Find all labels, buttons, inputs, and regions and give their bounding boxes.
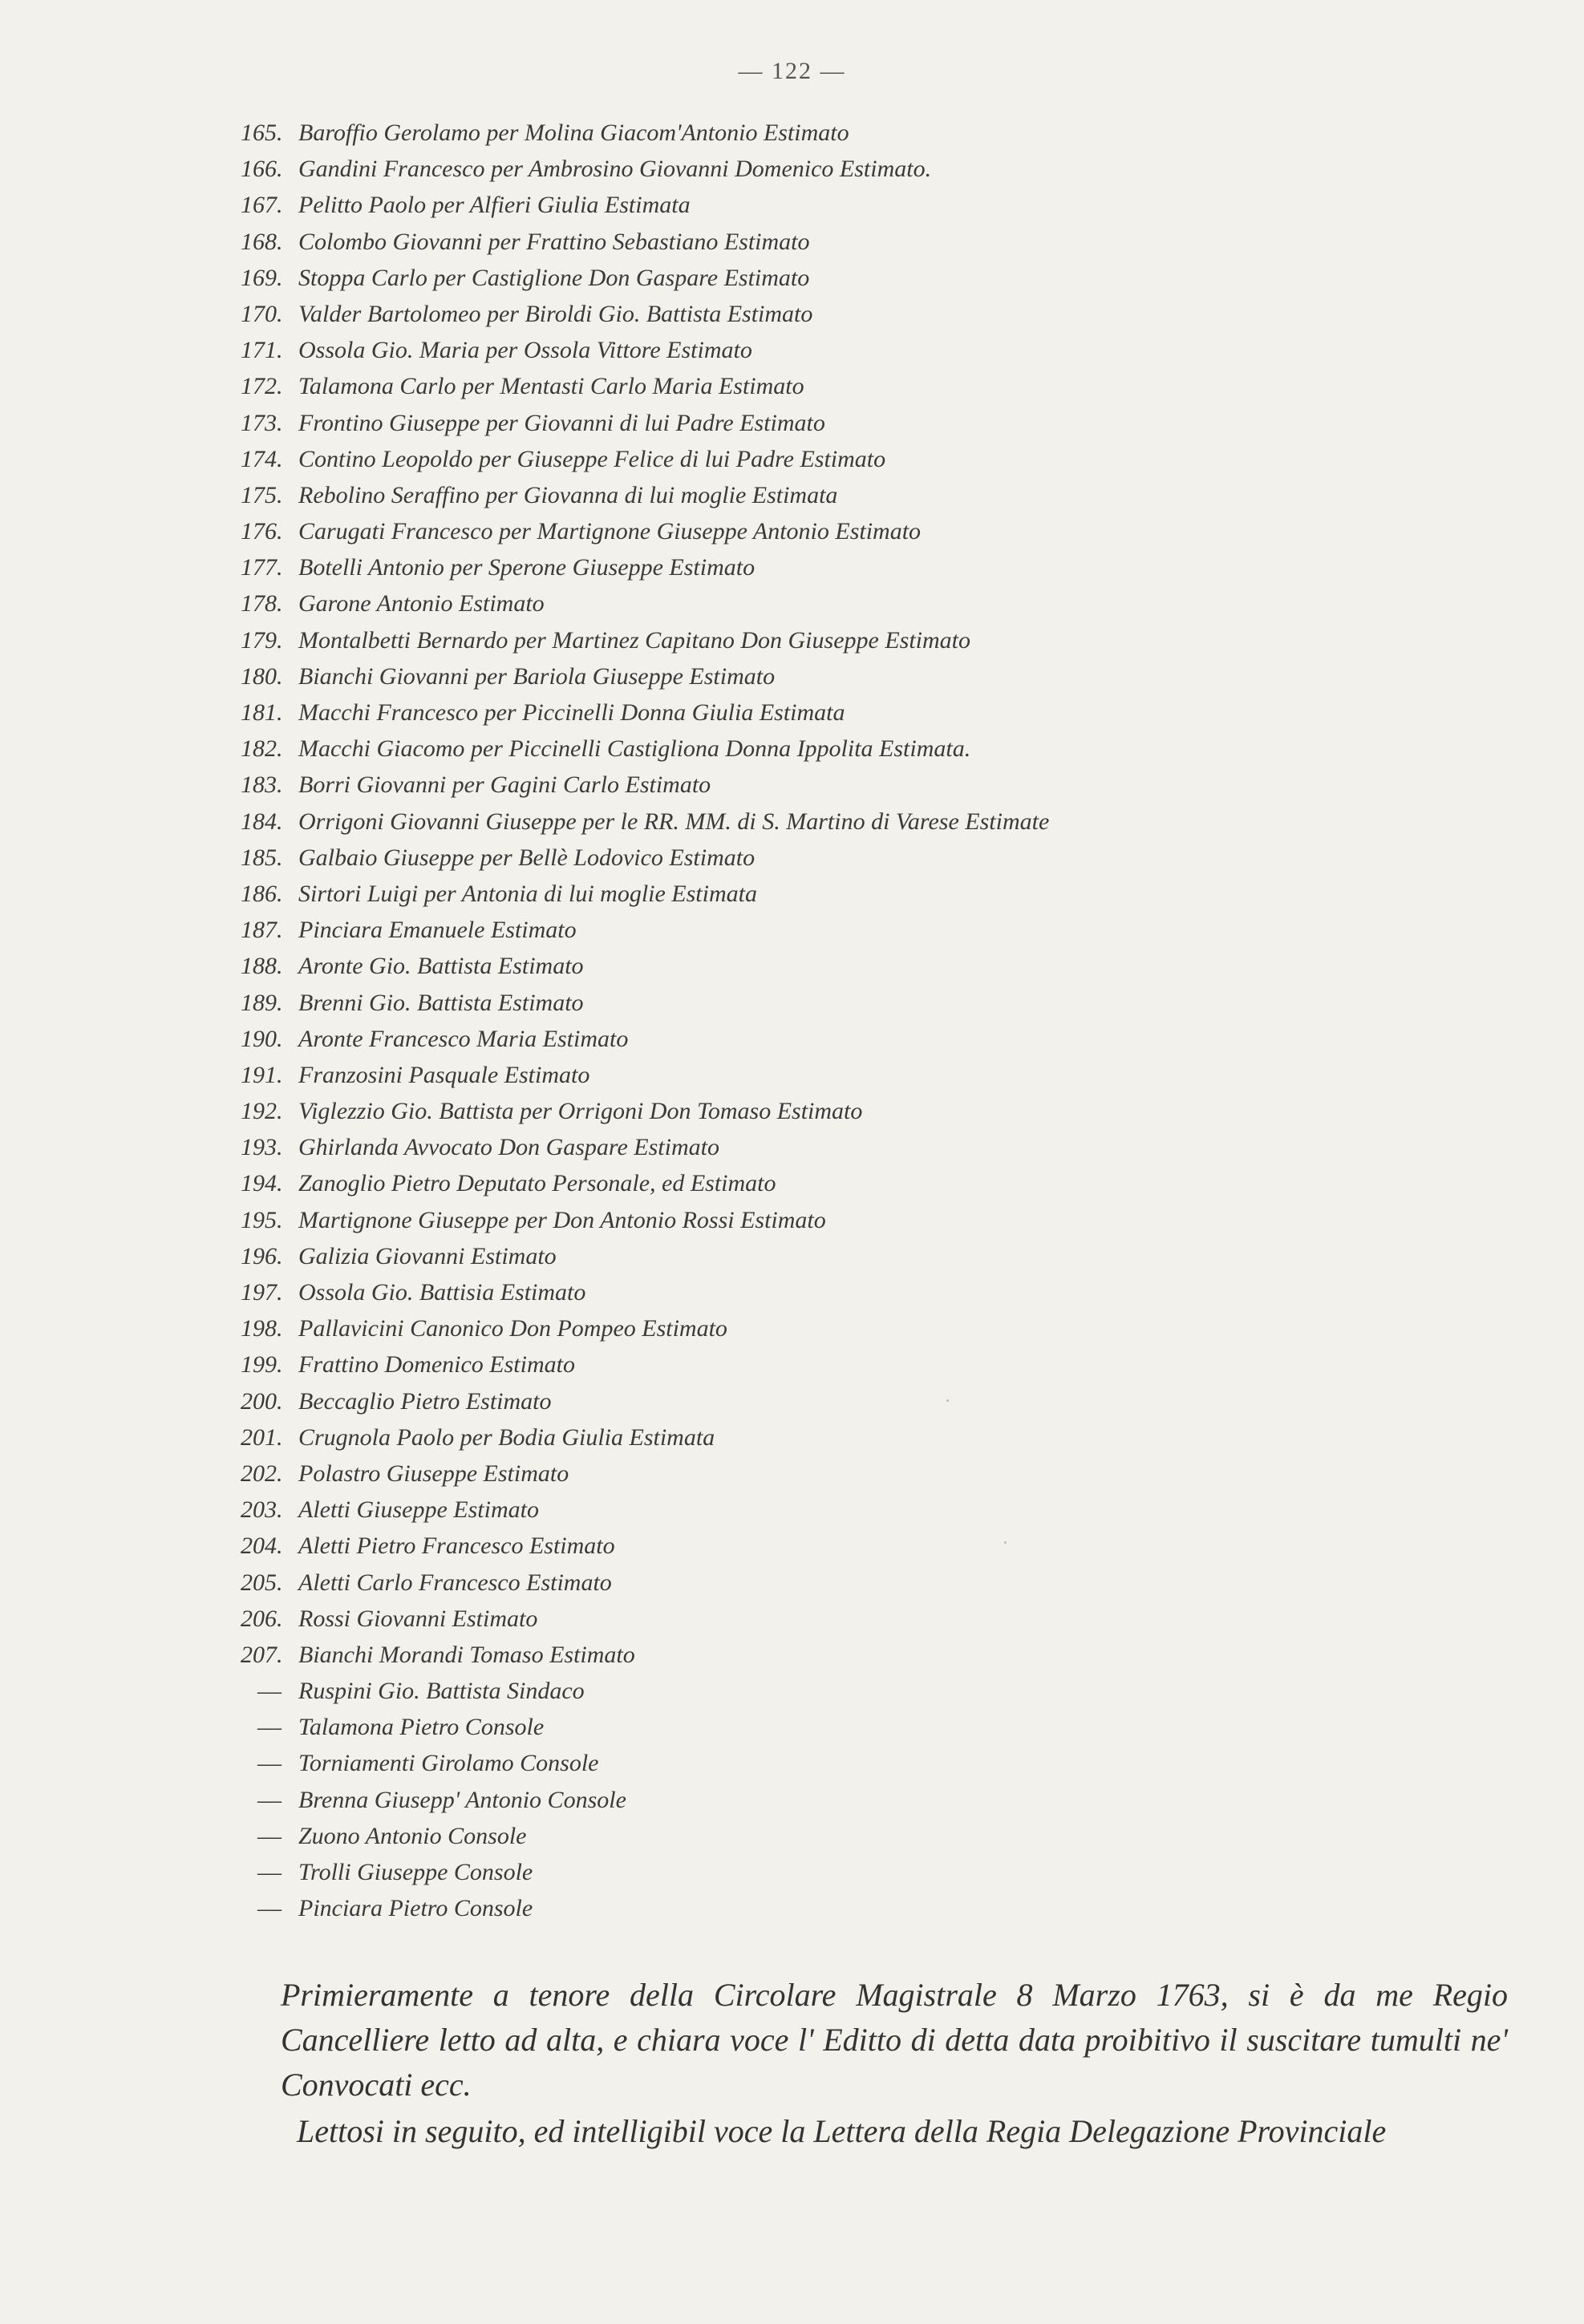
officer-text: Trolli Giuseppe Console [298,1859,533,1885]
entry-text: Brenni Gio. Battista Estimato [298,989,584,1016]
entry-text: Talamona Carlo per Mentasti Carlo Maria Estimato [298,373,804,400]
entry-number: 200. [241,1387,283,1415]
entry-number: 205. [241,1569,283,1596]
entry-number: 191. [241,1061,283,1088]
entry-text: Frontino Giuseppe per Giovanni di lui Padre Estimato [298,409,825,436]
officer-dash: — [257,1895,282,1922]
entry-number: 170. [241,300,283,327]
list-item [241,622,1524,658]
entry-text: Bianchi Giovanni per Bariola Giuseppe Estimato [298,662,776,690]
entry-number: 206. [241,1605,283,1632]
entry-text: Rossi Giovanni Estimato [298,1605,538,1632]
list-item [241,1238,1524,1274]
entry-number: 176. [241,518,283,545]
paper-speck [1004,1541,1007,1544]
entry-number: 174. [241,445,283,472]
entry-text: Beccaglio Pietro Estimato [298,1387,552,1415]
list-item [241,1456,1524,1492]
entry-number: 165. [241,119,283,146]
list-item [241,115,1524,151]
list-item [241,1565,1524,1601]
entry-text: Macchi Francesco per Piccinelli Donna Giulia Estimata [298,699,845,726]
entry-text: Aronte Gio. Battista Estimato [298,953,584,980]
officer-dash: — [257,1786,282,1813]
entry-number: 185. [241,844,283,871]
entry-number: 202. [241,1460,283,1487]
entry-number: 201. [241,1423,283,1451]
entry-number: 187. [241,917,283,944]
list-item [241,1129,1524,1165]
list-item [241,513,1524,549]
entry-number: 172. [241,373,283,400]
list-item [241,1093,1524,1129]
entry-text: Polastro Giuseppe Estimato [298,1460,569,1487]
officer-dash: — [257,1750,282,1777]
officer-text: Brenna Giusepp' Antonio Console [298,1786,626,1813]
list-item [241,1637,1524,1673]
list-item [241,912,1524,948]
list-item [241,1492,1524,1528]
entry-text: Botelli Antonio per Sperone Giuseppe Estimato [298,554,756,581]
list-item [241,1528,1524,1564]
list-item [241,985,1524,1021]
officer-item [241,1745,1524,1781]
list-item [241,1383,1524,1419]
entry-number: 195. [241,1206,283,1233]
entry-text: Aletti Carlo Francesco Estimato [298,1569,612,1596]
entry-text: Baroffio Gerolamo per Molina Giacom'Antonio Estimato [298,119,849,146]
entry-number: 168. [241,228,283,255]
officer-dash: — [257,1859,282,1885]
entry-text: Colombo Giovanni per Frattino Sebastiano Estimato [298,228,810,255]
entry-text: Ossola Gio. Battisia Estimato [298,1279,586,1306]
entry-number: 167. [241,192,283,219]
paper-speck [946,1399,949,1402]
entry-number: 198. [241,1315,283,1342]
list-item [241,1419,1524,1456]
officer-item [241,1709,1524,1745]
officer-text: Talamona Pietro Console [298,1714,545,1741]
entry-number: 186. [241,880,283,907]
entry-number: 197. [241,1279,283,1306]
entry-number: 171. [241,337,283,364]
entry-number: 181. [241,699,283,726]
list-item [241,260,1524,296]
list-item [241,224,1524,260]
list-item [241,585,1524,621]
list-item [241,876,1524,912]
entry-text: Pallavicini Canonico Don Pompeo Estimato [298,1315,727,1342]
entry-text: Orrigoni Giovanni Giuseppe per le RR. MM. di S. Martino di Varese Estimate [298,808,1050,835]
entry-number: 169. [241,264,283,291]
entry-number: 188. [241,953,283,980]
entry-number: 189. [241,989,283,1016]
entry-text: Sirtori Luigi per Antonia di lui moglie Estimata [298,880,757,907]
entry-number: 175. [241,481,283,508]
entry-number: 203. [241,1496,283,1524]
entry-text: Rebolino Seraffino per Giovanna di lui moglie Estimata [298,481,838,508]
officer-dash: — [257,1714,282,1741]
entry-text: Franzosini Pasquale Estimato [298,1061,590,1088]
entry-number: 194. [241,1170,283,1197]
officer-item [241,1782,1524,1818]
list-item [241,332,1524,368]
entry-text: Aletti Pietro Francesco Estimato [298,1532,615,1560]
list-item [241,1057,1524,1093]
entry-text: Pelitto Paolo per Alfieri Giulia Estimata [298,192,691,219]
entry-text: Contino Leopoldo per Giuseppe Felice di lui Padre Estimato [298,445,886,472]
entry-text: Borri Giovanni per Gagini Carlo Estimato [298,771,711,799]
entry-text: Crugnola Paolo per Bodia Giulia Estimata [298,1423,715,1451]
officer-text: Ruspini Gio. Battista Sindaco [298,1678,585,1705]
entry-text: Macchi Giacomo per Piccinelli Castigliona Donna Ippolita Estimata. [298,735,971,763]
entry-text: Valder Bartolomeo per Biroldi Gio. Battista Estimato [298,300,813,327]
entry-number: 178. [241,590,283,617]
entry-number: 177. [241,554,283,581]
entry-text: Gandini Francesco per Ambrosino Giovanni Domenico Estimato. [298,156,932,183]
list-item [241,151,1524,187]
entry-text: Pinciara Emanuele Estimato [298,917,577,944]
entry-text: Galbaio Giuseppe per Bellè Lodovico Estimato [298,844,756,871]
list-item [241,1346,1524,1383]
attendance-list [241,115,1524,1926]
list-item [241,368,1524,404]
entry-number: 196. [241,1242,283,1269]
entry-text: Zanoglio Pietro Deputato Personale, ed Estimato [298,1170,776,1197]
list-item [241,1601,1524,1637]
list-item [241,658,1524,694]
entry-text: Martignone Giuseppe per Don Antonio Rossi Estimato [298,1206,826,1233]
entry-text: Stoppa Carlo per Castiglione Don Gaspare Estimato [298,264,810,291]
entry-number: 199. [241,1351,283,1379]
entry-number: 192. [241,1098,283,1125]
officer-text: Zuono Antonio Console [298,1822,527,1849]
list-item [241,694,1524,731]
list-item [241,767,1524,803]
officer-text: Torniamenti Girolamo Console [298,1750,599,1777]
entry-text: Aletti Giuseppe Estimato [298,1496,539,1524]
entry-text: Aronte Francesco Maria Estimato [298,1025,629,1052]
entry-text: Montalbetti Bernardo per Martinez Capitano Don Giuseppe Estimato [298,626,970,654]
paragraph: Lettosi in seguito, ed intelligibil voce la Lettera della Regia Delegazione Provinciale [297,2113,1387,2149]
list-item [241,840,1524,876]
entry-number: 190. [241,1025,283,1052]
list-item [241,1165,1524,1201]
entry-text: Viglezzio Gio. Battista per Orrigoni Don Tomaso Estimato [298,1098,863,1125]
entry-text: Ossola Gio. Maria per Ossola Vittore Estimato [298,337,752,364]
entry-number: 207. [241,1641,283,1668]
entry-text: Ghirlanda Avvocato Don Gaspare Estimato [298,1134,719,1161]
entry-number: 193. [241,1134,283,1161]
entry-number: 179. [241,626,283,654]
entry-text: Frattino Domenico Estimato [298,1351,575,1379]
officer-dash: — [257,1678,282,1705]
entry-text: Galizia Giovanni Estimato [298,1242,557,1269]
entry-text: Bianchi Morandi Tomaso Estimato [298,1641,635,1668]
list-item [241,477,1524,513]
officer-text: Pinciara Pietro Console [298,1895,533,1922]
list-item [241,731,1524,767]
officer-dash: — [257,1822,282,1849]
list-item [241,948,1524,984]
officer-item [241,1854,1524,1890]
officer-item [241,1673,1524,1709]
list-item [241,804,1524,840]
list-item [241,1310,1524,1346]
entry-number: 183. [241,771,283,799]
page-number: — 122 — [738,58,846,84]
officer-item [241,1890,1524,1926]
entry-number: 182. [241,735,283,763]
list-item [241,1202,1524,1238]
list-item [241,1274,1524,1310]
officer-item [241,1818,1524,1854]
entry-number: 204. [241,1532,283,1560]
list-item [241,405,1524,441]
entry-number: 166. [241,156,283,183]
entry-text: Garone Antonio Estimato [298,590,545,617]
list-item [241,187,1524,223]
entry-number: 184. [241,808,283,835]
paragraph: Primieramente a tenore della Circolare Magistrale 8 Marzo 1763, si è da me Regio Cancelliere letto ad alta, e chiara voce l' Editto di detta data proibitivo il suscitare tumulti ne' Convocati ecc. [281,1977,1508,2103]
list-item [241,441,1524,477]
list-item [241,1021,1524,1057]
entry-number: 173. [241,409,283,436]
entry-text: Carugati Francesco per Martignone Giuseppe Antonio Estimato [298,518,922,545]
list-item [241,296,1524,332]
entry-number: 180. [241,662,283,690]
body-text [281,1973,1508,2154]
list-item [241,549,1524,585]
